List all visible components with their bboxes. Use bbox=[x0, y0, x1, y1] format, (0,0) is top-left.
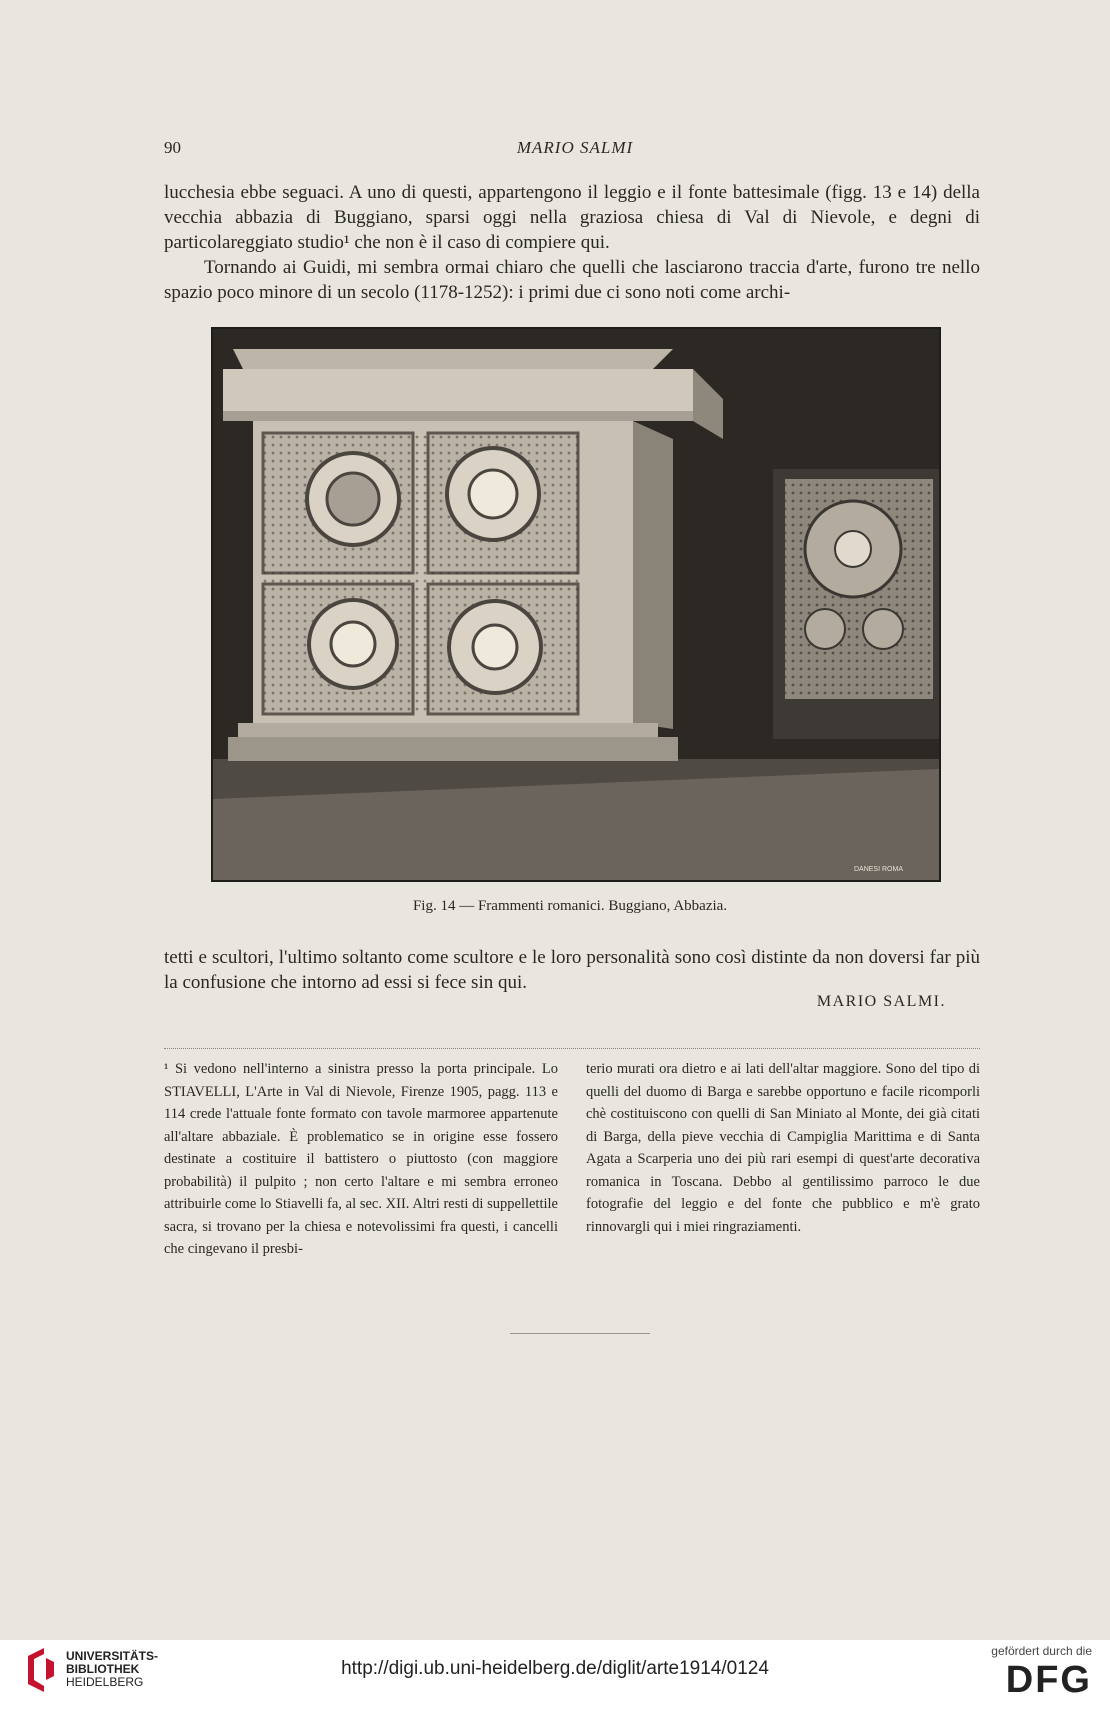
footnote-column-right bbox=[586, 1058, 980, 1261]
footnote-divider bbox=[164, 1048, 980, 1049]
dfg-logo: DFG bbox=[1005, 1659, 1092, 1701]
footnotes bbox=[164, 1058, 980, 1261]
funding-note bbox=[991, 1644, 1092, 1702]
paragraph: tetti e scultori, l'ultimo soltanto come scultore e le loro personalità sono così distinte da non doversi far più la confusione che intorno ad essi si fece sin qui. bbox=[164, 947, 980, 993]
library-name-line: HEIDELBERG bbox=[66, 1675, 144, 1689]
page-number: 90 bbox=[164, 138, 181, 157]
body-text-top bbox=[164, 180, 980, 305]
body-text-bottom bbox=[164, 945, 980, 995]
library-name-line: UNIVERSITÄTS- bbox=[66, 1649, 159, 1663]
running-title: MARIO SALMI bbox=[516, 138, 634, 157]
library-name-line: BIBLIOTHEK bbox=[66, 1662, 140, 1676]
photo-credit: DANESI ROMA bbox=[853, 866, 903, 873]
digitization-footer bbox=[0, 1640, 1110, 1719]
footnote-text: ¹ Si vedono nell'interno a sinistra presso la porta principale. Lo STIAVELLI, L'Arte in Val di Nievole, Firenze 1905, pagg. 113 e 114 crede l'attuale fonte formato con tavole marmoree appartenute all'altare abbaziale. È problematico se in origine esse fossero destinate a costituire il battistero o piuttosto (con maggiore probabilità) il pulpito ; non certo l'altare e mi sembra erroneo attribuirle come lo Stiavelli fa, al sec. XII. Altri resti di suppellettile sacra, si trovano per la chiesa e notevolissimi fra questi, i cancelli che cingevano il presbi- bbox=[164, 1061, 558, 1257]
paragraph: Tornando ai Guidi, mi sembra ormai chiaro che quelli che lasciarono traccia d'arte, furono tre nello spazio poco minore di un secolo (1178-1252): i primi due ci sono noti come archi- bbox=[164, 257, 980, 303]
end-rule bbox=[510, 1333, 650, 1334]
baptismal-font-photo bbox=[213, 329, 939, 880]
paragraph: lucchesia ebbe seguaci. A uno di questi, appartengono il leggio e il fonte battesimale (figg. 13 e 14) della vecchia abbazia di Buggiano, sparsi oggi nella graziosa chiesa di Val di Nievole, e degni di particolareggiato studio¹ che non è il caso di compiere qui. bbox=[164, 182, 980, 253]
digital-copy-url[interactable]: http://digi.ub.uni-heidelberg.de/diglit/arte1914/0124 bbox=[341, 1658, 769, 1679]
footnote-text: terio murati ora dietro e ai lati dell'altar maggiore. Sono del tipo di quelli del duomo di Barga e sarebbe opportuno e facile ricomporli chè costituiscono con quelli di San Miniato al Monte, dei già citati di Barga, della pieve vecchia di Campiglia Marittima e di Santa Agata a Scarperia uno dei più rari esempi di quest'arte decorativa romanica in Toscana. Debbo al gentilissimo parroco le due fotografie del leggio e del fonte che pubblico e m'è grato rinnovargli qui i miei ringraziamenti. bbox=[586, 1061, 980, 1235]
funded-by-label: gefördert durch die bbox=[991, 1644, 1092, 1658]
footnote-column-left bbox=[164, 1058, 558, 1261]
author-signature: MARIO SALMI. bbox=[816, 993, 946, 1010]
figure-caption: Fig. 14 — Frammenti romanici. Buggiano, Abbazia. bbox=[412, 898, 728, 914]
figure-photo bbox=[211, 327, 941, 882]
